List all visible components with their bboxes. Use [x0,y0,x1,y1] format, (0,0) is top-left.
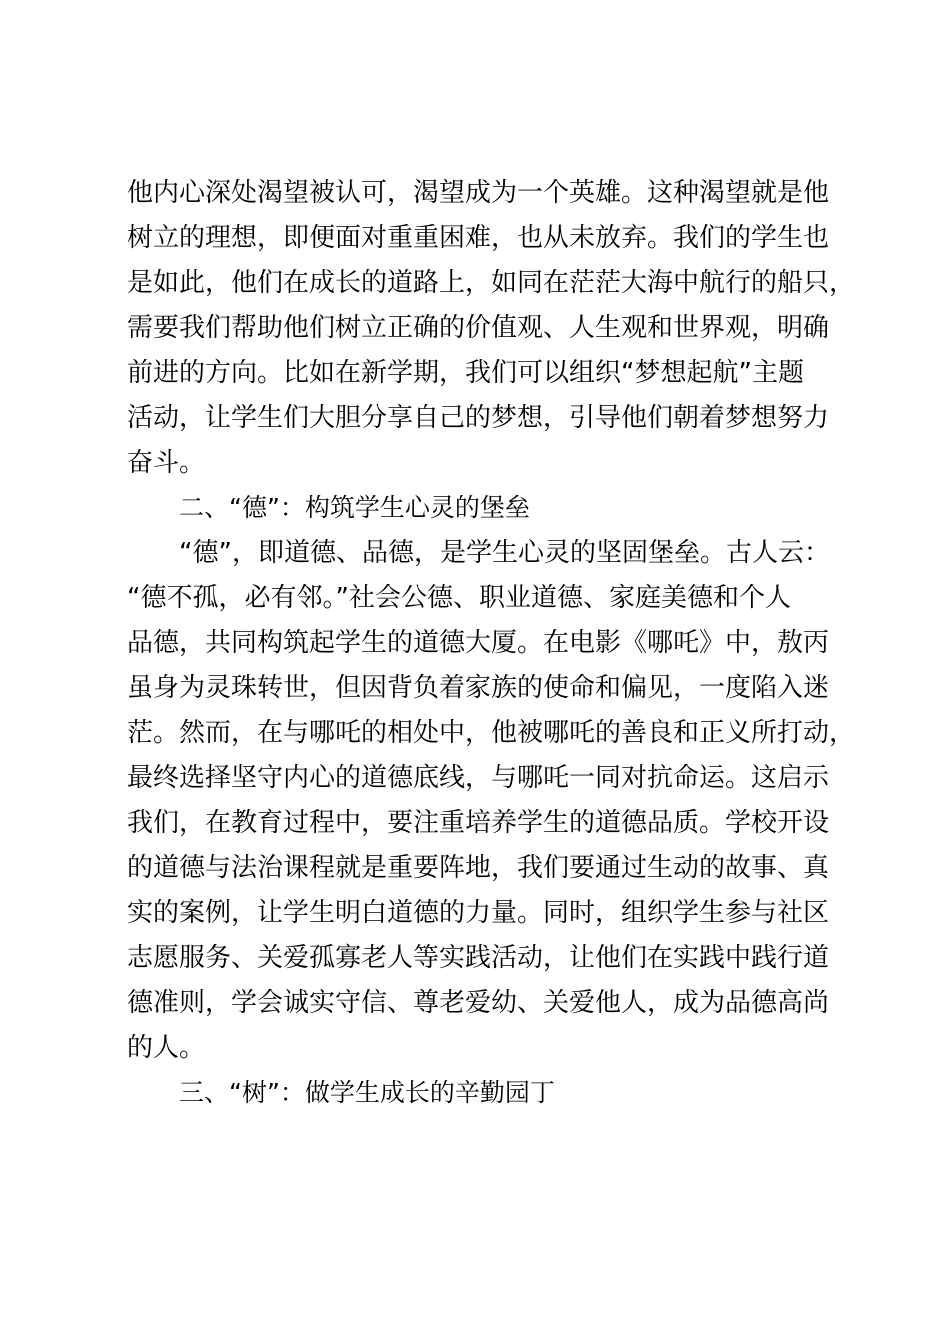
body-text-line: 我们，在教育过程中，要注重培养学生的道德品质。学校开设 [127,808,830,838]
section-heading: 三、“树”：做学生成长的辛勤园丁 [179,1078,555,1107]
body-text-line: 是如此，他们在成长的道路上，如同在茫茫大海中航行的船只， [127,268,856,298]
body-text-line: “德”，即道德、品德，是学生心灵的坚固堡垒。古人云： [179,538,830,568]
body-text-line: 志愿服务、关爱孤寡老人等实践活动，让他们在实践中践行道 [127,943,830,973]
body-text-line: 奋斗。 [127,448,206,478]
body-text-line: 虽身为灵珠转世，但因背负着家族的使命和偏见，一度陷入迷 [127,673,830,703]
section-heading: 二、“德”：构筑学生心灵的堡垒 [179,493,530,522]
body-text-line: 品德，共同构筑起学生的道德大厦。在电影《哪吒》中，敖丙 [127,628,830,658]
body-text-line: 的人。 [127,1033,206,1063]
body-text-line: 活动，让学生们大胆分享自己的梦想，引导他们朝着梦想努力 [127,403,830,433]
body-text-line: 需要我们帮助他们树立正确的价值观、人生观和世界观，明确 [127,313,830,343]
body-text-line: “德不孤，必有邻。”社会公德、职业道德、家庭美德和个人 [127,583,791,613]
body-text-line: 前进的方向。比如在新学期，我们可以组织“梦想起航”主题 [127,358,804,388]
body-text-line: 树立的理想，即便面对重重困难，也从未放弃。我们的学生也 [127,223,830,253]
body-text-line: 最终选择坚守内心的道德底线，与哪吒一同对抗命运。这启示 [127,763,830,793]
body-text-line: 德准则，学会诚实守信、尊老爱幼、关爱他人，成为品德高尚 [127,988,830,1018]
body-text-line: 的道德与法治课程就是重要阵地，我们要通过生动的故事、真 [127,853,830,883]
body-text-line: 他内心深处渴望被认可，渴望成为一个英雄。这种渴望就是他 [127,178,830,208]
body-text-line: 茫。然而，在与哪吒的相处中，他被哪吒的善良和正义所打动， [127,718,856,748]
body-text-line: 实的案例，让学生明白道德的力量。同时，组织学生参与社区 [127,898,830,928]
